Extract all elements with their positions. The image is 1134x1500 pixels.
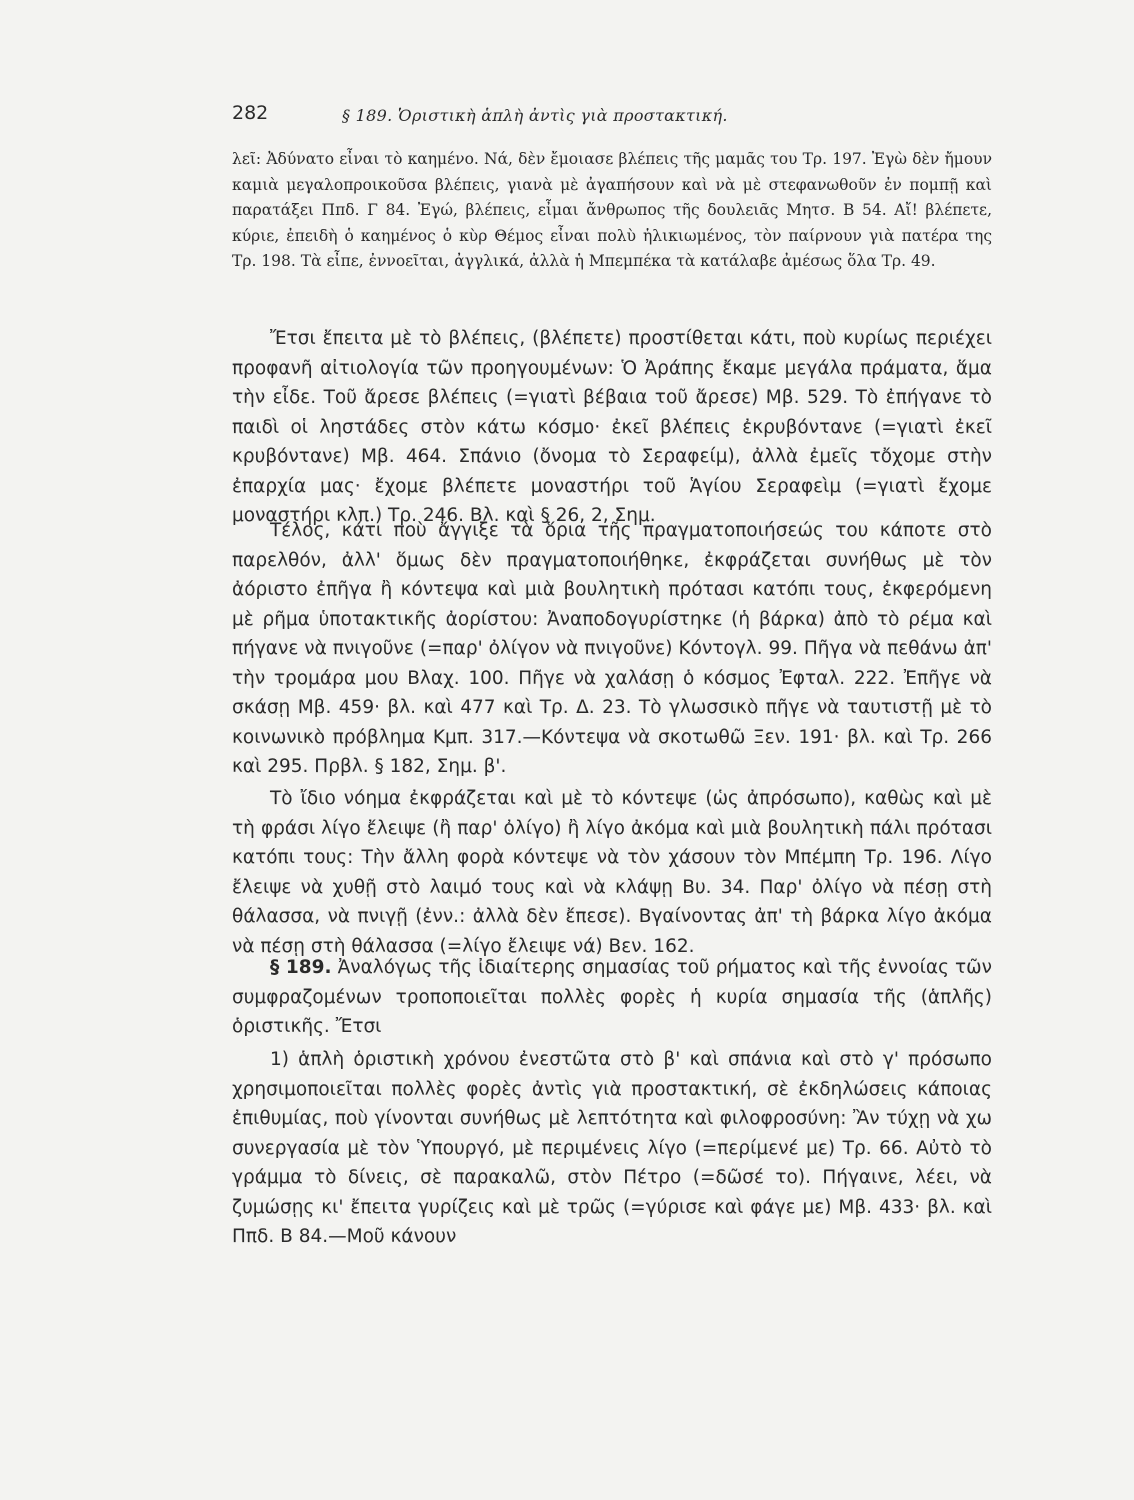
section-intro [232, 953, 992, 1042]
paragraph: λεῖ: Ἀδύνατο εἶναι τὸ καημένο. Νά, δὲν ἔμοιασε βλέπεις τῆς μαμᾶς του Τρ. 197. Ἐγὼ δὲν ἤμουν καμιὰ μεγαλοπροικοῦσα βλέπεις, γιανὰ μὲ ἀγαπήσουν καὶ νὰ μὲ στεφανωθοῦν ἐν πομπῇ καὶ παρατάξει Ππδ. Γ 84. Ἐγώ, βλέπεις, εἶμαι ἄνθρωπος τῆς δουλειᾶς Μητσ. Β 54. Αἴ! βλέπετε, κύριε, ἐπειδὴ ὁ καημένος ὁ κὺρ Θέμος εἶναι πολὺ ἡλικιωμένος, τὸν παίρνουν γιὰ πατέρα της Τρ. 198. Τὰ εἶπε, ἐννοεῖται, ἀγγλικά, ἀλλὰ ἡ Μπεμπέκα τὰ κατάλαβε ἀμέσως ὅλα Τρ. 49. [232, 150, 992, 271]
page-header [232, 102, 992, 132]
section-item: 1) ἁπλὴ ὁριστικὴ χρόνου ἐνεστῶτα στὸ β' καὶ σπάνια καὶ στὸ γ' πρόσωπο χρησιμοποιεῖται πολλὲς φορὲς ἀντὶς γιὰ προστακτική, σὲ ἐκδηλώσεις κάποιας ἐπιθυμίας, ποὺ γίνονται συνήθως μὲ λεπτότητα καὶ φιλοφροσύνη: Ἂν τύχῃ νὰ χω συνεργασία μὲ τὸν Ὑπουργό, μὲ περιμένεις λίγο (=περίμενέ με) Τρ. 66. Αὐτὸ τὸ γράμμα τὸ δίνεις, σὲ παρακαλῶ, στὸν Πέτρο (=δῶσέ το). Πήγαινε, λέει, νὰ ζυμώσῃς κι' ἔπειτα γυρίζεις καὶ μὲ τρῶς (=γύρισε καὶ φάγε με) Μβ. 433· βλ. καὶ Ππδ. Β 84.—Μοῦ κάνουν [232, 1049, 992, 1247]
running-title: § 189. Ὁριστικὴ ἁπλὴ ἀντὶς γιὰ προστακτική. [342, 106, 728, 125]
paragraph: Ἔτσι ἔπειτα μὲ τὸ βλέπεις, (βλέπετε) προστίθεται κάτι, ποὺ κυρίως περιέχει προφανῆ αἰτιολογία τῶν προηγουμένων: Ὁ Ἀράπης ἔκαμε μεγάλα πράματα, ἅμα τὴν εἶδε. Τοῦ ἄρεσε βλέπεις (=γιατὶ βέβαια τοῦ ἄρεσε) Μβ. 529. Τὸ ἐπήγανε τὸ παιδὶ οἱ ληστάδες στὸν κάτω κόσμο· ἐκεῖ βλέπεις ἐκρυβόντανε (=γιατὶ ἐκεῖ κρυβόντανε) Μβ. 464. Σπάνιο (ὄνομα τὸ Σεραφείμ), ἀλλὰ ἐμεῖς τὄχομε στὴν ἐπαρχία μας· ἔχομε βλέπετε μοναστήρι τοῦ Ἁγίου Σεραφεὶμ (=γιατὶ ἔχομε μοναστήρι κλπ.) Τρ. 246. Βλ. καὶ § 26, 2, Σημ. [232, 328, 992, 526]
page-number: 282 [232, 102, 269, 124]
paragraph: Τὸ ἴδιο νόημα ἐκφράζεται καὶ μὲ τὸ κόντεψε (ὡς ἀπρόσωπο), καθὼς καὶ μὲ τὴ φράσι λίγο ἔλειψε (ἢ παρ' ὀλίγο) ἢ λίγο ἀκόμα καὶ μιὰ βουλητικὴ πάλι πρότασι κατόπι τους: Τὴν ἄλλη φορὰ κόντεψε νὰ τὸν χάσουν τὸν Μπέμπη Τρ. 196. Λίγο ἔλειψε νὰ χυθῇ στὸ λαιμό τους καὶ νὰ κλάψῃ Βυ. 34. Παρ' ὀλίγο νὰ πέσῃ στὴ θάλασσα, νὰ πνιγῇ (ἐνν.: ἀλλὰ δὲν ἔπεσε). Βγαίνοντας ἀπ' τὴ βάρκα λίγο ἀκόμα νὰ πέσῃ στὴ θάλασσα (=λίγο ἔλειψε νά) Βεν. 162. [232, 788, 992, 957]
section-intro-text: Ἀναλόγως τῆς ἰδιαίτερης σημασίας τοῦ ρήματος καὶ τῆς ἐννοίας τῶν συμφραζομένων τροποποιεῖται πολλὲς φορὲς ἡ κυρία σημασία τῆς (ἁπλῆς) ὁριστικῆς. Ἔτσι [232, 957, 992, 1037]
section-number: § 189. [270, 957, 332, 978]
paragraph: Τέλος, κάτι ποὺ ἄγγιξε τὰ ὅρια τῆς πραγματοποιήσεώς του κάποτε στὸ παρελθόν, ἀλλ' ὅμως δὲν πραγματοποιήθηκε, ἐκφράζεται συνήθως μὲ τὸν ἀόριστο ἐπῆγα ἢ κόντεψα καὶ μιὰ βουλητικὴ πρότασι κατόπι τους, ἐκφερόμενη μὲ ρῆμα ὑποτακτικῆς ἀορίστου: Ἀναποδογυρίστηκε (ἡ βάρκα) ἀπὸ τὸ ρέμα καὶ πήγανε νὰ πνιγοῦνε (=παρ' ὀλίγον νὰ πνιγοῦνε) Κόντογλ. 99. Πῆγα νὰ πεθάνω ἀπ' τὴν τρομάρα μου Βλαχ. 100. Πῆγε νὰ χαλάσῃ ὁ κόσμος Ἐφταλ. 222. Ἐπῆγε νὰ σκάσῃ Μβ. 459· βλ. καὶ 477 καὶ Τρ. Δ. 23. Τὸ γλωσσικὸ πῆγε νὰ ταυτιστῇ μὲ τὸ κοινωνικὸ πρόβλημα Κμπ. 317.—Κόντεψα νὰ σκοτωθῶ Ξεν. 191· βλ. καὶ Τρ. 266 καὶ 295. Πρβλ. § 182, Σημ. β'. [232, 520, 992, 777]
